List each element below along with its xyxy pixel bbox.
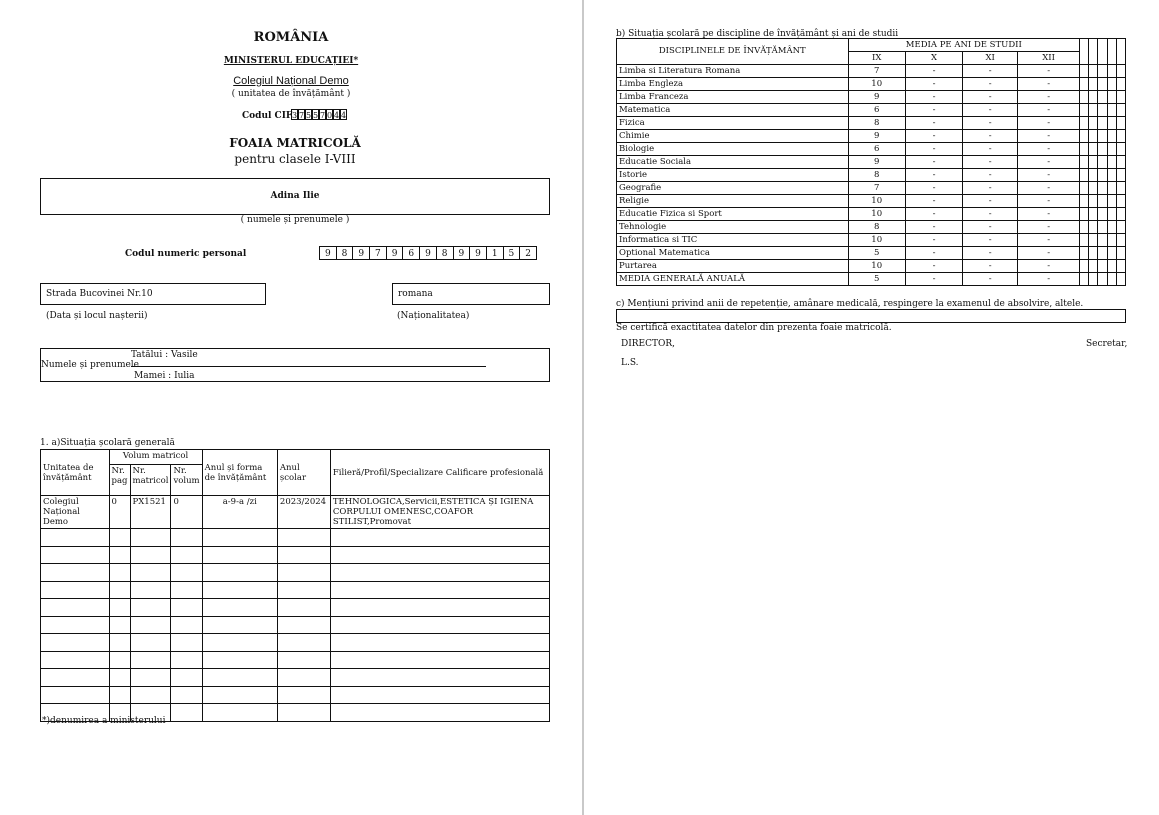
grade-xi: - — [963, 65, 1018, 78]
grade-xii: - — [1018, 273, 1080, 286]
grade-ix: 5 — [848, 273, 905, 286]
empty-cell — [1098, 117, 1107, 130]
subject-name: Religie — [617, 195, 849, 208]
empty-cell — [1116, 104, 1125, 117]
grade-xii: - — [1018, 208, 1080, 221]
empty-cell — [1098, 156, 1107, 169]
grade-x: - — [905, 221, 962, 234]
cif-digit: 5 — [313, 111, 319, 120]
grade-xi: - — [963, 273, 1018, 286]
grade-xii: - — [1018, 156, 1080, 169]
empty-cell — [1089, 221, 1098, 234]
empty-cell — [1107, 195, 1116, 208]
empty-cell — [1107, 143, 1116, 156]
subject-name: Purtarea — [617, 260, 849, 273]
empty-cell — [1116, 65, 1125, 78]
empty-cell — [1098, 182, 1107, 195]
cnp-digit: 2 — [519, 246, 537, 260]
subject-row — [617, 65, 1126, 78]
empty-cell — [1080, 182, 1089, 195]
cell-matricol: PX1521 — [130, 496, 171, 529]
table-row-empty — [41, 599, 550, 617]
header-year-form: Anul și forma de învățământ — [202, 450, 277, 496]
empty-cell — [1116, 91, 1125, 104]
grade-xii: - — [1018, 182, 1080, 195]
table-row — [41, 496, 550, 529]
grade-xii: - — [1018, 169, 1080, 182]
grade-x: - — [905, 208, 962, 221]
certification-text: Se certifică exactitatea datelor din prezenta foaie matricolă. — [616, 323, 892, 333]
empty-cell — [1107, 78, 1116, 91]
grade-ix: 6 — [848, 104, 905, 117]
empty-cell — [1098, 78, 1107, 91]
table-row-empty — [41, 564, 550, 582]
subject-name: Tehnologie — [617, 221, 849, 234]
director-signature-label: DIRECTOR, — [621, 339, 676, 349]
cnp-digit: 9 — [352, 246, 370, 260]
cif-digit: 5 — [306, 111, 312, 120]
subject-name: Educatie Sociala — [617, 156, 849, 169]
cnp-digit: 8 — [336, 246, 354, 260]
section-b-title: b) Situația școlară pe discipline de învățământ și ani de studii — [616, 29, 899, 39]
subject-row — [617, 169, 1126, 182]
table-row-empty — [41, 546, 550, 564]
grade-xi: - — [963, 195, 1018, 208]
cif-digit: 7 — [320, 111, 326, 120]
grade-xi: - — [963, 156, 1018, 169]
grade-ix: 9 — [848, 156, 905, 169]
grade-ix: 5 — [848, 247, 905, 260]
subject-name: Istorie — [617, 169, 849, 182]
empty-cell — [1107, 221, 1116, 234]
header-media: MEDIA PE ANI DE STUDII — [848, 39, 1080, 52]
table-row-empty — [41, 651, 550, 669]
empty-cell — [1089, 117, 1098, 130]
header-volum-nr: Nr. volum — [171, 465, 202, 496]
subject-name: Geografie — [617, 182, 849, 195]
general-situation-table — [40, 449, 550, 722]
empty-cell — [1089, 156, 1098, 169]
nationality-value: romana — [398, 289, 433, 299]
cnp-digit: 9 — [453, 246, 471, 260]
empty-cell — [1098, 104, 1107, 117]
empty-cell — [1098, 195, 1107, 208]
grade-x: - — [905, 169, 962, 182]
cnp-digits — [320, 246, 537, 260]
cnp-digit: 7 — [369, 246, 387, 260]
empty-cell — [1089, 130, 1098, 143]
grade-x: - — [905, 156, 962, 169]
cif-label: Codul CIF — [242, 111, 293, 121]
cif-digit: 3 — [292, 111, 298, 120]
secretary-signature-label: Secretar, — [1086, 339, 1128, 349]
grade-xi: - — [963, 78, 1018, 91]
grade-ix: 9 — [848, 91, 905, 104]
grade-x: - — [905, 130, 962, 143]
empty-cell — [1116, 260, 1125, 273]
header-year-ix: IX — [848, 52, 905, 65]
cell-school-year: 2023/2024 — [277, 496, 330, 529]
subject-name: Biologie — [617, 143, 849, 156]
empty-cell — [1116, 117, 1125, 130]
cnp-digit: 6 — [402, 246, 420, 260]
empty-cell — [1107, 169, 1116, 182]
empty-cell — [1089, 91, 1098, 104]
empty-cell — [1080, 169, 1089, 182]
header-pag: Nr. pag — [109, 465, 130, 496]
grade-xii: - — [1018, 195, 1080, 208]
empty-cell — [1080, 221, 1089, 234]
empty-cell — [1107, 117, 1116, 130]
empty-cell — [1098, 208, 1107, 221]
subject-row — [617, 117, 1126, 130]
subject-name: MEDIA GENERALĂ ANUALĂ — [617, 273, 849, 286]
grade-ix: 10 — [848, 195, 905, 208]
empty-cell — [1107, 91, 1116, 104]
grade-xi: - — [963, 104, 1018, 117]
subject-row — [617, 195, 1126, 208]
grade-xi: - — [963, 234, 1018, 247]
birth-place-value: Strada Bucovinei Nr.10 — [46, 289, 153, 299]
grade-ix: 6 — [848, 143, 905, 156]
grade-xii: - — [1018, 117, 1080, 130]
cnp-digit: 8 — [436, 246, 454, 260]
table-row-empty — [41, 669, 550, 687]
header-matricol: Nr. matricol — [130, 465, 171, 496]
grade-xi: - — [963, 208, 1018, 221]
grade-x: - — [905, 273, 962, 286]
subject-name: Limba si Literatura Romana — [617, 65, 849, 78]
empty-cell — [1107, 156, 1116, 169]
empty-cell — [1116, 234, 1125, 247]
birth-place-field — [40, 283, 266, 305]
subject-name: Matematica — [617, 104, 849, 117]
grade-xii: - — [1018, 247, 1080, 260]
cnp-digit: 1 — [486, 246, 504, 260]
table-row-empty — [41, 529, 550, 547]
empty-cell — [1116, 156, 1125, 169]
cif-digit: 7 — [299, 111, 305, 120]
subject-row — [617, 234, 1126, 247]
document-title: FOAIA MATRICOLĂ — [229, 136, 361, 150]
subject-name: Optional Matematica — [617, 247, 849, 260]
empty-cell — [1098, 260, 1107, 273]
empty-cell — [1107, 182, 1116, 195]
empty-cell — [1098, 143, 1107, 156]
school-name: Colegiul Național Demo — [233, 75, 349, 87]
header-year-xii: XII — [1018, 52, 1080, 65]
section-c-title: c) Mențiuni privind anii de repetenție, amânare medicală, respingere la examenul de absolvire, altele. — [616, 299, 1084, 309]
empty-cell — [1098, 221, 1107, 234]
birth-caption: (Data și locul nașterii) — [46, 311, 148, 321]
grade-ix: 10 — [848, 208, 905, 221]
cell-profile: TEHNOLOGICA,Servicii,ESTETICA ȘI IGIENA CORPULUI OMENESC,COAFOR STILIST,Promovat — [330, 496, 549, 529]
table-row-empty — [41, 581, 550, 599]
subject-row — [617, 273, 1126, 286]
country-heading: ROMÂNIA — [253, 30, 329, 45]
grade-xii: - — [1018, 234, 1080, 247]
grade-xi: - — [963, 91, 1018, 104]
grade-ix: 8 — [848, 117, 905, 130]
cell-pag: 0 — [109, 496, 130, 529]
empty-cell — [1080, 208, 1089, 221]
empty-cell — [1116, 247, 1125, 260]
grade-ix: 8 — [848, 221, 905, 234]
empty-cell — [1089, 208, 1098, 221]
empty-cell — [1107, 65, 1116, 78]
cnp-digit: 5 — [503, 246, 521, 260]
nationality-caption: (Naționalitatea) — [397, 311, 470, 321]
grade-x: - — [905, 78, 962, 91]
grade-x: - — [905, 234, 962, 247]
empty-cell — [1080, 247, 1089, 260]
grade-ix: 10 — [848, 260, 905, 273]
empty-cell — [1080, 273, 1089, 286]
cnp-digit: 9 — [319, 246, 337, 260]
empty-cell — [1107, 104, 1116, 117]
grade-x: - — [905, 195, 962, 208]
parents-divider — [131, 366, 486, 367]
header-unit: Unitatea de învățământ — [41, 450, 110, 496]
father-name: Tatălui : Vasile — [131, 350, 198, 360]
empty-cell — [1116, 273, 1125, 286]
empty-cell — [1098, 247, 1107, 260]
cnp-digit: 9 — [419, 246, 437, 260]
subject-name: Fizica — [617, 117, 849, 130]
empty-cell — [1116, 169, 1125, 182]
empty-cell — [1116, 130, 1125, 143]
empty-cell — [1098, 130, 1107, 143]
cif-digits — [291, 109, 347, 120]
grade-xii: - — [1018, 78, 1080, 91]
empty-cell — [1080, 78, 1089, 91]
grade-xi: - — [963, 117, 1018, 130]
section-a-title: 1. a)Situația școlară generală — [40, 438, 175, 448]
subject-name: Limba Engleza — [617, 78, 849, 91]
grade-xii: - — [1018, 143, 1080, 156]
empty-cell — [1080, 143, 1089, 156]
header-year-xi: XI — [963, 52, 1018, 65]
empty-cell — [1107, 273, 1116, 286]
empty-cell — [1089, 260, 1098, 273]
subject-row — [617, 130, 1126, 143]
mother-name: Mamei : Iulia — [134, 371, 195, 381]
cnp-digit: 9 — [386, 246, 404, 260]
grade-ix: 7 — [848, 182, 905, 195]
empty-cell — [1089, 273, 1098, 286]
header-volum: Volum matricol — [109, 450, 202, 465]
empty-cell — [1089, 234, 1098, 247]
empty-cell — [1089, 182, 1098, 195]
cnp-digit: 9 — [469, 246, 487, 260]
cif-digit: 4 — [334, 111, 340, 120]
grade-ix: 10 — [848, 234, 905, 247]
document-subtitle: pentru clasele I-VIII — [234, 152, 356, 166]
subject-row — [617, 91, 1126, 104]
grade-xi: - — [963, 247, 1018, 260]
grade-x: - — [905, 247, 962, 260]
grade-xii: - — [1018, 260, 1080, 273]
student-name: Adina Ilie — [270, 191, 320, 201]
empty-cell — [1080, 234, 1089, 247]
empty-cell — [1107, 260, 1116, 273]
grade-x: - — [905, 104, 962, 117]
grade-xi: - — [963, 260, 1018, 273]
name-caption: ( numele și prenumele ) — [240, 215, 350, 225]
empty-cell — [1098, 169, 1107, 182]
empty-cell — [1080, 156, 1089, 169]
empty-cell — [1098, 65, 1107, 78]
empty-cell — [1116, 221, 1125, 234]
empty-cell — [1080, 130, 1089, 143]
empty-cell — [1089, 104, 1098, 117]
grade-xii: - — [1018, 221, 1080, 234]
grade-xii: - — [1018, 130, 1080, 143]
empty-cell — [1089, 169, 1098, 182]
grade-x: - — [905, 117, 962, 130]
parents-label: Numele și prenumele — [41, 360, 140, 370]
empty-cell — [1107, 130, 1116, 143]
empty-cell — [1080, 260, 1089, 273]
empty-cell — [1089, 247, 1098, 260]
student-name-field — [40, 178, 550, 215]
empty-cell — [1089, 65, 1098, 78]
empty-cell — [1080, 195, 1089, 208]
cnp-label: Codul numeric personal — [125, 249, 247, 259]
empty-cell — [1080, 91, 1089, 104]
empty-cell — [1116, 143, 1125, 156]
footnote: *)denumirea a ministerului — [42, 716, 166, 726]
grade-x: - — [905, 182, 962, 195]
empty-cell — [1080, 104, 1089, 117]
subject-name: Informatica si TIC — [617, 234, 849, 247]
cif-digit: 4 — [341, 111, 347, 120]
grade-xi: - — [963, 130, 1018, 143]
subject-name: Educatie Fizica si Sport — [617, 208, 849, 221]
cell-volum: 0 — [171, 496, 202, 529]
table-row-empty — [41, 686, 550, 704]
grade-xii: - — [1018, 65, 1080, 78]
subject-row — [617, 182, 1126, 195]
unit-caption: ( unitatea de învățământ ) — [231, 89, 351, 99]
table-row-empty — [41, 634, 550, 652]
empty-cell — [1116, 195, 1125, 208]
subject-row — [617, 156, 1126, 169]
table-row-empty — [41, 616, 550, 634]
subject-row — [617, 208, 1126, 221]
grade-x: - — [905, 65, 962, 78]
grade-ix: 10 — [848, 78, 905, 91]
grade-x: - — [905, 143, 962, 156]
header-disciplines: DISCIPLINELE DE ÎNVĂȚĂMÂNT — [617, 39, 849, 65]
empty-cell — [1098, 273, 1107, 286]
seal-label: L.S. — [621, 358, 639, 368]
grade-ix: 9 — [848, 130, 905, 143]
empty-cell — [1107, 247, 1116, 260]
grade-xi: - — [963, 221, 1018, 234]
header-school-year: Anul școlar — [277, 450, 330, 496]
grade-x: - — [905, 91, 962, 104]
subject-row — [617, 221, 1126, 234]
subject-name: Limba Franceza — [617, 91, 849, 104]
subject-name: Chimie — [617, 130, 849, 143]
subject-row — [617, 78, 1126, 91]
empty-cell — [1107, 234, 1116, 247]
grade-ix: 8 — [848, 169, 905, 182]
empty-cell — [1098, 234, 1107, 247]
grade-ix: 7 — [848, 65, 905, 78]
grade-xi: - — [963, 182, 1018, 195]
empty-cell — [1098, 91, 1107, 104]
empty-cell — [1089, 78, 1098, 91]
subjects-table — [616, 38, 1126, 286]
cell-unit: Colegiul Național Demo — [41, 496, 110, 529]
grade-xi: - — [963, 143, 1018, 156]
grade-xii: - — [1018, 91, 1080, 104]
empty-cell — [1116, 182, 1125, 195]
header-profile: Filieră/Profil/Specializare Calificare profesională — [330, 450, 549, 496]
cell-year-form: a-9-a /zi — [202, 496, 277, 529]
mentions-field — [616, 309, 1126, 323]
empty-cell — [1080, 117, 1089, 130]
grade-xii: - — [1018, 104, 1080, 117]
empty-cell — [1089, 143, 1098, 156]
empty-cell — [1116, 208, 1125, 221]
subject-row — [617, 260, 1126, 273]
nationality-field — [392, 283, 550, 305]
empty-cell — [1107, 208, 1116, 221]
empty-cell — [1089, 195, 1098, 208]
subject-row — [617, 104, 1126, 117]
ministry-heading: MINISTERUL EDUCAȚIEI* — [223, 56, 359, 66]
subject-row — [617, 247, 1126, 260]
empty-cell — [1116, 78, 1125, 91]
header-year-x: X — [905, 52, 962, 65]
empty-cell — [1080, 65, 1089, 78]
cif-digit: 0 — [327, 111, 333, 120]
subject-row — [617, 143, 1126, 156]
grade-x: - — [905, 260, 962, 273]
grade-xi: - — [963, 169, 1018, 182]
